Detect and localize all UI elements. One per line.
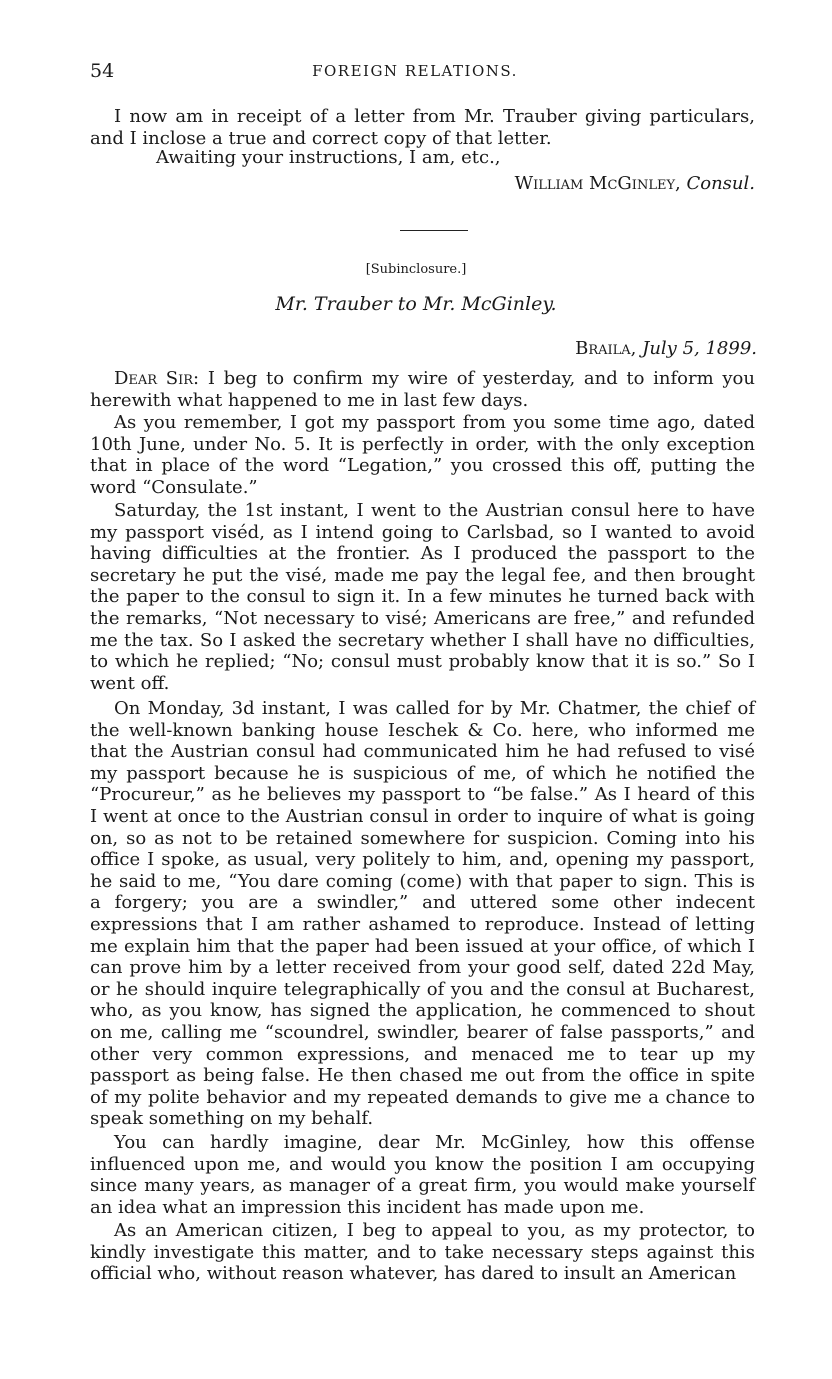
- intro-paragraph: I now am in receipt of a letter from Mr. Trauber giving particulars, and I inclose a true and correct copy of that letter.: [90, 106, 755, 149]
- signature: William McGinley, Consul.: [514, 173, 755, 194]
- letter-paragraph: [90, 368, 755, 411]
- closing-line: Awaiting your instructions, I am, etc.,: [156, 147, 501, 168]
- letter-paragraph: As an American citizen, I beg to appeal to you, as my protector, to kindly investigate this matter, and to take necessary steps against this official who, without reason whatever, has dared to insult an American: [90, 1220, 755, 1285]
- section-divider: [400, 230, 468, 231]
- subinclosure-label: [Subinclosure.]: [365, 262, 467, 277]
- signature-title: Consul.: [686, 173, 755, 194]
- paragraph-text: I beg to confirm my wire of yesterday, and to inform you herewith what happened to me in last few days.: [90, 368, 755, 411]
- letter-date: July 5, 1899.: [642, 338, 757, 359]
- salutation: Dear Sir:: [114, 368, 200, 389]
- letter-place: Braila: [575, 338, 631, 359]
- page-header: [90, 60, 740, 86]
- letter-heading: Mr. Trauber to Mr. McGinley.: [275, 293, 557, 315]
- letter-paragraph: As you remember, I got my passport from you some time ago, dated 10th June, under No. 5. It is perfectly in order, with the only exception that in place of the word “Legation,” you crossed this off, putting the word “Consulate.”: [90, 412, 755, 498]
- letter-paragraph: Saturday, the 1st instant, I went to the Austrian consul here to have my passport viséd, as I intend going to Carlsbad, so I wanted to avoid having difficulties at the frontier. As I produced the passport to the secretary he put the visé, made me pay the legal fee, and then brought the paper to the consul to sign it. In a few minutes he turned back with the remarks, “Not necessary to visé; Americans are free,” and refunded me the tax. So I asked the secretary whether I shall have no difficulties, to which he replied; “No; consul must probably know that it is so.” So I went off.: [90, 500, 755, 694]
- letter-paragraph: On Monday, 3d instant, I was called for by Mr. Chatmer, the chief of the well-known banking house Ieschek & Co. here, who informed me that the Austrian consul had communicated him he had refused to visé my passport because he is suspicious of me, of which he notified the “Procureur,” as he believes my passport to “be false.” As I heard of this I went at once to the Austrian consul in order to inquire of what is going on, so as not to be retained somewhere for suspicion. Coming into his office I spoke, as usual, very politely to him, and, opening my passport, he said to me, “You dare coming (come) with that paper to sign. This is a forgery; you are a swindler,” and uttered some other indecent expressions that I am rather ashamed to reproduce. Instead of letting me explain him that the paper had been issued at your office, of which I can prove him by a letter received from your good self, dated 22d May, or he should inquire telegraphically of you and the consul at Bucharest, who, as you know, has signed the application, he commenced to shout on me, calling me “scoundrel, swindler, bearer of false passports,” and other very common expressions, and menaced me to tear up my passport as being false. He then chased me out from the office in spite of my polite behavior and my repeated demands to give me a chance to speak something on my behalf.: [90, 698, 755, 1130]
- signature-name: William McGinley: [514, 173, 676, 194]
- running-head: FOREIGN RELATIONS.: [312, 62, 518, 80]
- page-number: 54: [90, 60, 115, 82]
- letter-dateline: Braila, July 5, 1899.: [575, 338, 757, 359]
- letter-paragraph: You can hardly imagine, dear Mr. McGinley, how this offense influenced upon me, and would you know the position I am occupying since many years, as manager of a great firm, you would make yourself an idea what an impression this incident has made upon me.: [90, 1132, 755, 1218]
